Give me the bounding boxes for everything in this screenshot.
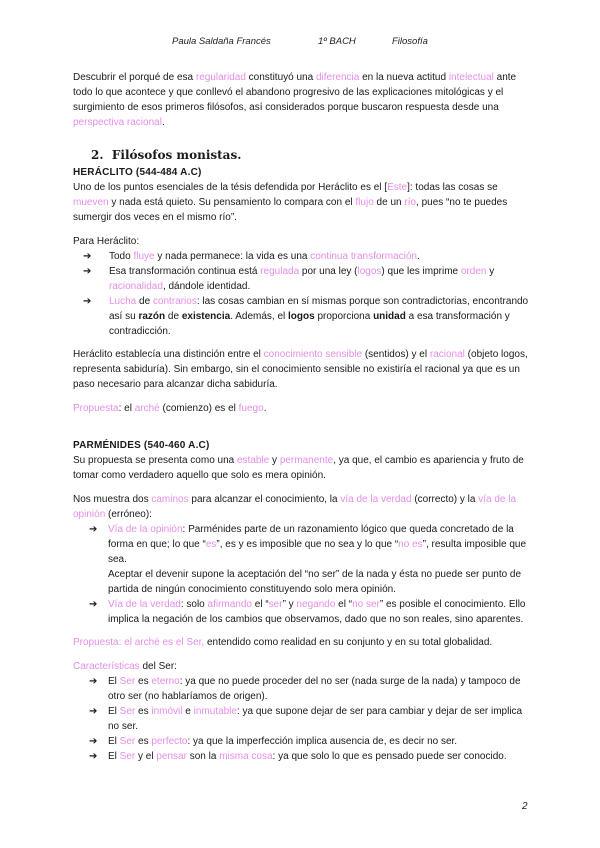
highlight: racional <box>429 349 465 360</box>
highlight: pensar <box>156 751 187 762</box>
text: : Parménides parte de un razonamiento lógico que queda concretado de la forma en que; lo que “ <box>108 524 514 550</box>
highlight: Vía de la verdad <box>108 599 181 610</box>
text: entendido como realidad en su conjunto y en su total globalidad. <box>204 637 493 648</box>
text: : ya que solo lo que es pensado puede ser conocido. <box>272 751 507 762</box>
highlight: contrarios <box>152 296 197 307</box>
highlight: misma cosa <box>219 751 273 762</box>
text: es <box>135 706 152 717</box>
intro-paragraph <box>73 70 533 130</box>
text: y nada permanece: la vida es una <box>154 251 311 262</box>
highlight: río <box>404 197 417 208</box>
bold-text: unidad <box>373 311 406 322</box>
bold-text: logos <box>288 311 315 322</box>
text: ”, resulta imposible que sea. <box>108 539 527 565</box>
list-item <box>73 734 533 749</box>
list-item <box>73 522 533 597</box>
text: y el <box>135 751 157 762</box>
highlight: afirmando <box>207 599 252 610</box>
highlight: arché <box>134 403 160 414</box>
list-item <box>73 597 533 627</box>
highlight: perspectiva racional <box>73 117 162 128</box>
text: (comienzo) es el <box>159 403 239 414</box>
heraclito-para-label: Para Heráclito: <box>73 236 140 247</box>
highlight: diferencia <box>315 72 360 83</box>
bold-text: razón <box>138 311 166 322</box>
text: Heráclito establecía una distinción entre el <box>73 349 264 360</box>
text: de un <box>373 197 405 208</box>
highlight: negando <box>296 599 336 610</box>
text: (erróneo): <box>105 509 152 520</box>
section-title: Filósofos monistas. <box>111 148 242 162</box>
list-item <box>73 249 533 264</box>
text: El <box>108 751 120 762</box>
parmenides-propuesta <box>73 635 533 650</box>
highlight: Vía de la opinión <box>108 524 183 535</box>
text: . Además, el <box>230 311 289 322</box>
text: Su propuesta se presenta como una <box>73 455 237 466</box>
text: , dándole identidad. <box>162 281 251 292</box>
text: Todo <box>109 251 134 262</box>
text: por una ley ( <box>299 266 358 277</box>
text: y <box>269 455 280 466</box>
text: constituyó una <box>245 72 316 83</box>
text: son la <box>186 751 220 762</box>
text: ” es posible el conocimiento. Ello implica la negación de los cambios que observamos, dado que no son reales, sino aparentes. <box>108 599 526 625</box>
highlight: regularidad <box>195 72 246 83</box>
text: y <box>486 266 495 277</box>
text: (objeto logos, representa sabiduría). Sin embargo, sin el conocimiento sensible no existiría el racional ya que es un paso necesario para alcanzar dicha sabiduría. <box>73 349 528 390</box>
text: en la nueva actitud <box>359 72 449 83</box>
text: Uno de los puntos esenciales de la tésis defendida por Heráclito es el [ <box>73 182 388 193</box>
parmenides-heading: PARMÉNIDES (540-460 A.C) <box>73 440 210 451</box>
arrow-right-icon: ➔ <box>89 524 98 535</box>
text: y nada está quieto. Su pensamiento lo compara con el <box>108 197 356 208</box>
header-subject: Filosofía <box>392 36 428 47</box>
text: ]: todas las cosas se <box>407 182 498 193</box>
text: El <box>108 706 120 717</box>
highlight: orden <box>460 266 487 277</box>
list-item <box>73 294 533 339</box>
text: El <box>108 676 120 687</box>
parmenides-paragraph-1 <box>73 453 533 483</box>
highlight: fluye <box>133 251 155 262</box>
header-author: Paula Saldaña Francés <box>172 36 271 47</box>
text: ante todo lo que acontece y que conllevó el abandono progresivo de las explicaciones mitológicas y el surgimiento de esos primeros filósofos, así considerados porque buscaron respuesta desde una <box>73 72 517 113</box>
parmenides-caracteristicas-list <box>73 674 533 764</box>
page-number: 2 <box>522 801 528 812</box>
highlight: Propuesta <box>73 403 119 414</box>
heraclito-paragraph-2 <box>73 347 533 392</box>
heraclito-heading: HERÁCLITO (544-484 A.C) <box>73 167 202 178</box>
text: (sentidos) y el <box>362 349 430 360</box>
text: : ya que no puede proceder del no ser (nada surge de la nada) y tampoco de otro ser (no hablaríamos de origen). <box>108 676 521 702</box>
text: . <box>263 403 267 414</box>
text: . <box>416 251 420 262</box>
text: : las cosas cambian en sí mismas porque son contradictorias, encontrando así su <box>109 296 529 322</box>
arrow-right-icon: ➔ <box>89 736 98 747</box>
highlight: perfecto <box>151 736 188 747</box>
text: : ya que supone dejar de ser para cambiar y dejar de ser implica no ser. <box>108 706 523 732</box>
highlight: vía de la verdad <box>340 494 412 505</box>
text: , pues “no te puedes sumergir dos veces en el mismo río”. <box>73 197 508 223</box>
text: ) que les imprime <box>381 266 461 277</box>
text: ” y <box>282 599 297 610</box>
highlight: Ser <box>119 706 136 717</box>
highlight: Características <box>73 661 140 672</box>
bold-text: existencia <box>181 311 231 322</box>
heraclito-list <box>73 249 533 339</box>
highlight: conocimiento sensible <box>263 349 363 360</box>
highlight: estable <box>237 455 270 466</box>
highlight: no es <box>398 539 423 550</box>
heraclito-propuesta <box>73 401 533 416</box>
arrow-right-icon: ➔ <box>89 676 98 687</box>
text: Descubrir el porqué de esa <box>73 72 196 83</box>
text: el “ <box>335 599 353 610</box>
highlight: Ser <box>119 736 136 747</box>
highlight: es <box>205 539 217 550</box>
text: el “ <box>251 599 269 610</box>
list-item <box>73 674 533 704</box>
highlight: fuego <box>238 403 264 414</box>
highlight: permanente <box>279 455 334 466</box>
highlight: inmóvil <box>151 706 183 717</box>
text: es <box>135 676 152 687</box>
text: , ya que, el cambio es apariencia y fruto de tomar como verdadero aquello que solo es mera opinión. <box>73 455 524 481</box>
list-item <box>73 704 533 734</box>
highlight: inmutable <box>193 706 237 717</box>
parmenides-caracteristicas-label <box>73 659 533 674</box>
highlight: mueven <box>73 197 109 208</box>
highlight: flujo <box>355 197 374 208</box>
text: ”, es y es imposible que no sea y lo que “ <box>216 539 399 550</box>
text: proporciona <box>314 311 374 322</box>
text: : ya que la imperfección implica ausencia de, es decir no ser. <box>187 736 458 747</box>
text: . <box>161 117 165 128</box>
document-body <box>73 70 533 772</box>
highlight: ser <box>268 599 283 610</box>
text: : el <box>118 403 135 414</box>
text: El <box>108 736 120 747</box>
text: a esa transformación y contradicción. <box>109 311 510 337</box>
arrow-right-icon: ➔ <box>83 266 92 277</box>
heraclito-paragraph-1 <box>73 180 533 225</box>
arrow-right-icon: ➔ <box>89 751 98 762</box>
header-course: 1º BACH <box>318 36 356 47</box>
highlight: intelectual <box>448 72 494 83</box>
text: Nos muestra dos <box>73 494 152 505</box>
section-heading <box>91 148 533 163</box>
text: Aceptar el devenir supone la aceptación del “no ser” de la nada y ésta no puede ser punto de partida de ningún conocimiento constituyendo solo mera opinión. <box>108 569 522 595</box>
text: Esa transformación continua está <box>109 266 261 277</box>
highlight: racionalidad <box>109 281 163 292</box>
text: es <box>135 736 152 747</box>
list-item <box>73 749 533 764</box>
arrow-right-icon: ➔ <box>89 599 98 610</box>
parmenides-paragraph-2 <box>73 492 533 522</box>
highlight: Lucha <box>109 296 137 307</box>
highlight: Propuesta: el arché es el Ser, <box>73 637 205 648</box>
text: e <box>182 706 194 717</box>
highlight: logos <box>357 266 382 277</box>
text: de <box>165 311 182 322</box>
highlight: caminos <box>151 494 189 505</box>
highlight: Este <box>387 182 408 193</box>
text: : solo <box>180 599 208 610</box>
highlight: eterno <box>151 676 180 687</box>
highlight: regulada <box>260 266 300 277</box>
highlight: Ser <box>119 751 136 762</box>
arrow-right-icon: ➔ <box>83 296 92 307</box>
parmenides-vias-list <box>73 522 533 627</box>
text: del Ser: <box>139 661 177 672</box>
list-item <box>73 264 533 294</box>
highlight: Ser <box>119 676 136 687</box>
arrow-right-icon: ➔ <box>83 251 92 262</box>
section-number: 2. <box>91 148 104 162</box>
text: (correcto) y la <box>411 494 479 505</box>
text: para alcanzar el conocimiento, la <box>188 494 341 505</box>
highlight: vía de la opinión <box>73 494 517 520</box>
arrow-right-icon: ➔ <box>89 706 98 717</box>
highlight: continua transformación <box>310 251 417 262</box>
text: de <box>136 296 153 307</box>
highlight: no ser <box>352 599 380 610</box>
